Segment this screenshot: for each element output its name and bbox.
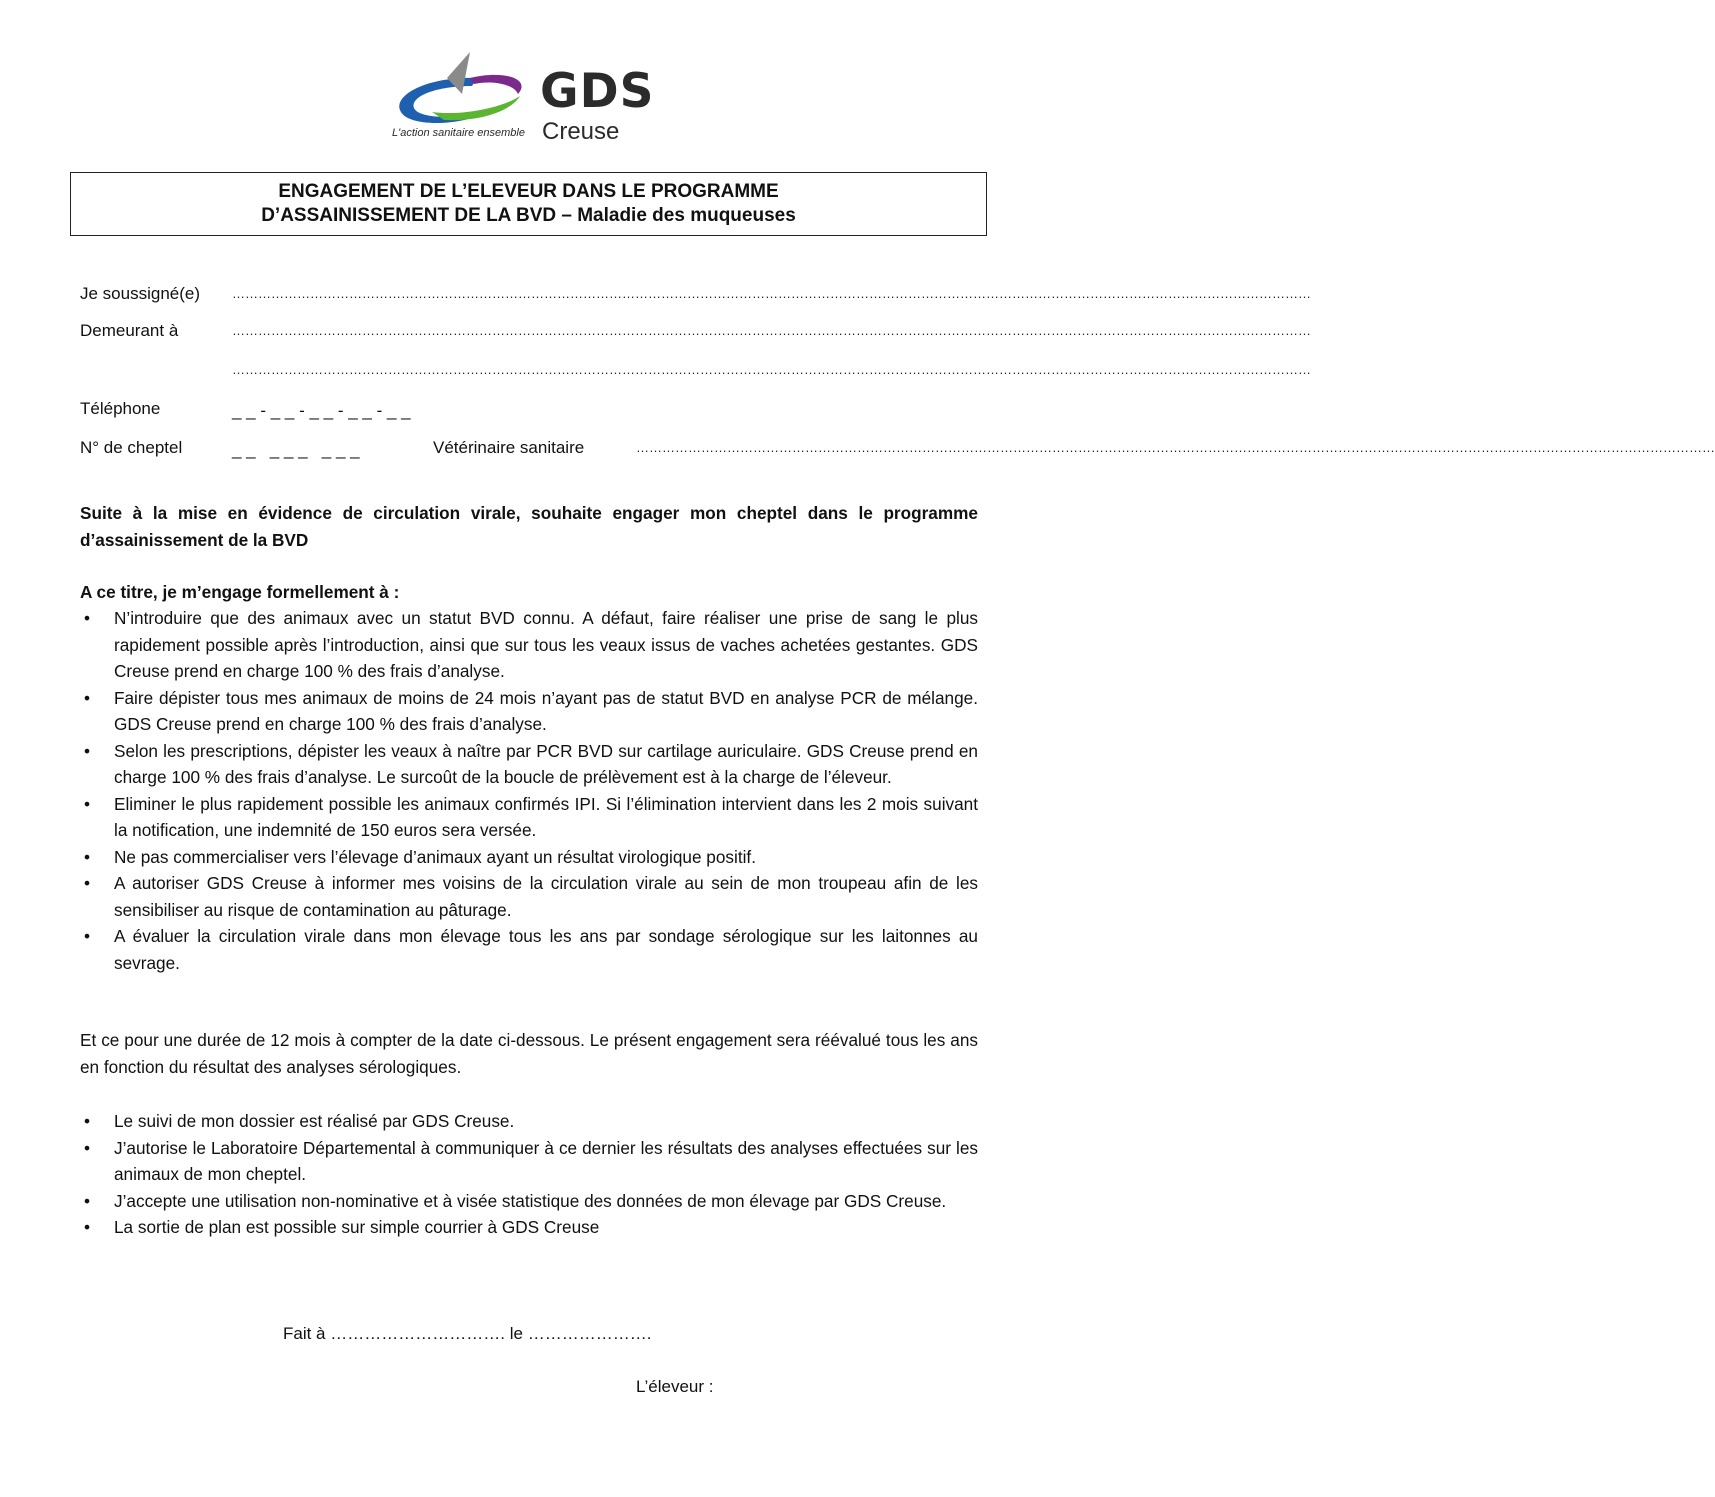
veterinaire-field[interactable]: …………………………………………………………………………………………………………………………………………………………………………………………………………………………… [636,440,1715,455]
soussigne-label: Je soussigné(e) [80,284,201,303]
list-item: • J’autorise le Laboratoire Départemental à communiquer à ce dernier les résultats des analyses effectuées sur les animaux de mon cheptel. [80,1135,978,1188]
fait-a-field[interactable]: …………………………. [330,1324,505,1343]
duration-paragraph: Et ce pour une durée de 12 mois à compter de la date ci-dessous. Le présent engagement sera réévalué tous les ans en fonction du résultat des analyses sérologiques. [80,1030,978,1077]
cheptel-label: N° de cheptel [80,438,183,457]
address-field-2[interactable]: …………………………………………………………………………………………………………………………………………………………………………………………………………………………… [232,362,1311,377]
cheptel-field[interactable]: _ _ _ _ _ _ _ _ [232,440,360,459]
bullet-icon: • [84,846,91,867]
telephone-label: Téléphone [80,399,161,418]
bullet-icon: • [84,1217,91,1237]
logo-tagline: L'action sanitaire ensemble [392,127,525,139]
bullet-icon: • [84,926,91,946]
commitment-heading: A ce titre, je m’engage formellement à : [80,582,400,602]
gds-logo [392,48,672,148]
le-label: le [509,1324,523,1343]
list-item: • A autoriser GDS Creuse à informer mes voisins de la circulation virale au sein de mon troupeau afin de les sensibiliser au risque de contamination au pâturage. [80,870,978,923]
bullet-icon: • [84,1111,91,1131]
fait-a-label: Fait à [283,1324,326,1343]
bullet-icon: • [84,873,91,893]
eleveur-label: L’éleveur : [636,1377,714,1396]
notes-list [80,1108,978,1241]
logo-name: GDS [540,64,655,119]
list-item: • La sortie de plan est possible sur simple courrier à GDS Creuse [80,1214,978,1241]
bullet-icon: • [84,1137,91,1158]
list-item: • A évaluer la circulation virale dans mon élevage tous les ans par sondage sérologique sur les laitonnes au sevrage. [80,923,978,976]
list-item: • Le suivi de mon dossier est réalisé par GDS Creuse. [80,1108,978,1135]
logo-swoosh-icon [392,48,537,138]
commitments-list [80,605,978,976]
title-line-2: D’ASSAINISSEMENT DE LA BVD – Maladie des muqueuses [261,205,796,226]
list-item: • J’accepte une utilisation non-nominative et à visée statistique des données de mon élevage par GDS Creuse. [80,1188,978,1215]
veterinaire-label: Vétérinaire sanitaire [433,438,585,457]
list-item: • Faire dépister tous mes animaux de moins de 24 mois n’ayant pas de statut BVD en analyse PCR de mélange. GDS Creuse prend en charge 100 % des frais d’analyse. [80,685,978,738]
bullet-icon: • [84,740,91,761]
list-item: • N’introduire que des animaux avec un statut BVD connu. A défaut, faire réaliser une prise de sang le plus rapidement possible après l’introduction, ainsi que sur tous les veaux issus de vaches achetées gestantes. GDS Creuse prend en charge 100 % des frais d’analyse. [80,605,978,685]
soussigne-field[interactable]: …………………………………………………………………………………………………………………………………………………………………………………………………………………………… [232,286,1311,301]
list-item: • Ne pas commercialiser vers l’élevage d’animaux ayant un résultat virologique positif. [80,844,978,871]
address-field-1[interactable]: …………………………………………………………………………………………………………………………………………………………………………………………………………………………… [232,323,1311,338]
bullet-icon: • [84,793,91,814]
title-line-1: ENGAGEMENT DE L’ELEVEUR DANS LE PROGRAMME [278,181,779,202]
bullet-icon: • [84,1190,91,1211]
logo-subtitle: Creuse [542,118,620,145]
telephone-field[interactable]: _ _ - _ _ - _ _ - _ _ - _ _ [232,401,411,420]
bullet-icon: • [84,608,91,628]
list-item: • Selon les prescriptions, dépister les veaux à naître par PCR BVD sur cartilage auriculaire. GDS Creuse prend en charge 100 % des frais d’analyse. Le surcoût de la boucle de prélèvement est à la charge de l’éleveur. [80,738,978,791]
date-field[interactable]: …………………. [527,1324,652,1343]
document-title [70,172,987,236]
signature-place-line [283,1323,651,1345]
list-item: • Eliminer le plus rapidement possible les animaux confirmés IPI. Si l’élimination intervient dans les 2 mois suivant la notification, une indemnité de 150 euros sera versée. [80,791,978,844]
bullet-icon: • [84,687,91,708]
intro-paragraph: Suite à la mise en évidence de circulation virale, souhaite engager mon cheptel dans le programme d’assainissement de la BVD [80,503,978,550]
demeurant-label: Demeurant à [80,321,179,340]
